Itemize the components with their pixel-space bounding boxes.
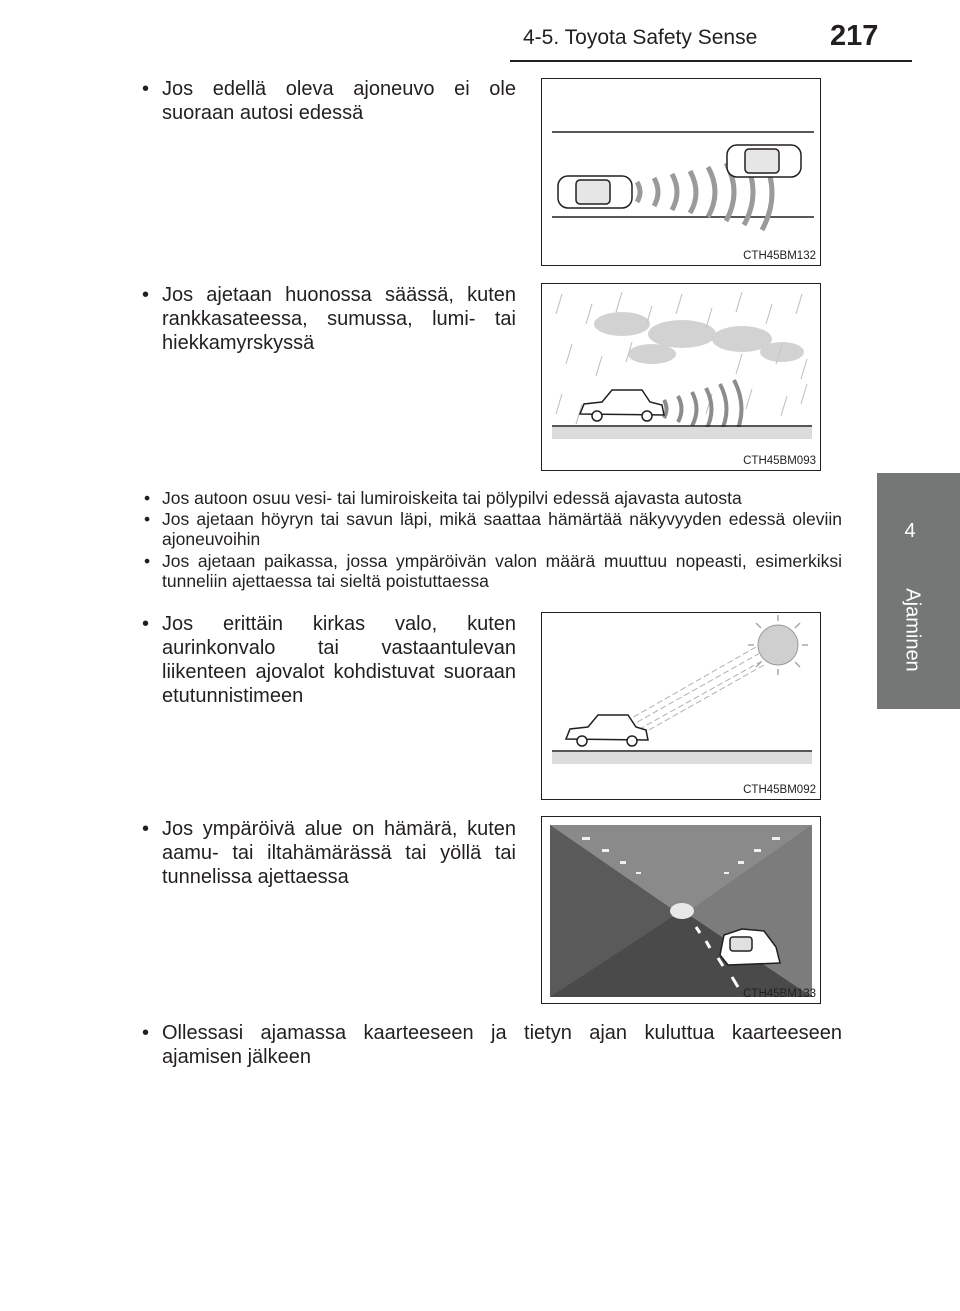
figure-offset-vehicle xyxy=(541,78,821,266)
page-number: 217 xyxy=(830,20,879,52)
list-item: • Jos ajetaan huonossa säässä, kuten rankkasateessa, sumussa, lumi- tai hiekkamyrskyssä xyxy=(162,283,516,355)
bad-weather-illustration xyxy=(542,284,822,472)
offset-vehicle-illustration xyxy=(542,79,822,267)
list-item: • Jos erittäin kirkas valo, kuten aurinkonvalo tai vastaantulevan liikenteen ajovalot kohdistuvat suoraan etutunnistimeen xyxy=(162,612,516,708)
section-title: 4-5. Toyota Safety Sense xyxy=(523,26,758,49)
chapter-number: 4 xyxy=(904,520,916,542)
figure-tunnel xyxy=(541,816,821,1004)
bright-light-illustration xyxy=(542,613,822,801)
tunnel-illustration xyxy=(542,817,822,1005)
list-item: • Jos ajetaan paikassa, jossa ympäröivän valon määrä muuttuu nopeasti, esimerkiksi tunneliin ajettaessa tai sieltä poistuttaessa xyxy=(162,551,842,591)
list-item: • Jos edellä oleva ajoneuvo ei ole suoraan autosi edessä xyxy=(162,77,516,125)
list-item: • Jos ympäröivä alue on hämärä, kuten aamu- tai iltahämärässä tai yöllä tai tunnelissa ajettaessa xyxy=(162,817,516,889)
figure-bad-weather xyxy=(541,283,821,471)
list-item: • Jos ajetaan höyryn tai savun läpi, mikä saattaa hämärtää näkyvyyden edessä oleviin ajoneuvoihin xyxy=(162,509,842,549)
figure-code: CTH45BM092 xyxy=(743,784,816,796)
list-item: • Ollessasi ajamassa kaarteeseen ja tietyn ajan kuluttua kaarteeseen ajamisen jälkeen xyxy=(162,1021,842,1069)
figure-code: CTH45BM132 xyxy=(743,250,816,262)
list-item: • Jos autoon osuu vesi- tai lumiroiskeita tai pölypilvi edessä ajavasta autosta xyxy=(162,488,842,508)
chapter-label: Ajaminen xyxy=(901,588,924,672)
figure-code: CTH45BM093 xyxy=(743,455,816,467)
figure-code: CTH45BM133 xyxy=(743,988,816,1000)
figure-bright-light xyxy=(541,612,821,800)
header-rule xyxy=(510,60,912,62)
